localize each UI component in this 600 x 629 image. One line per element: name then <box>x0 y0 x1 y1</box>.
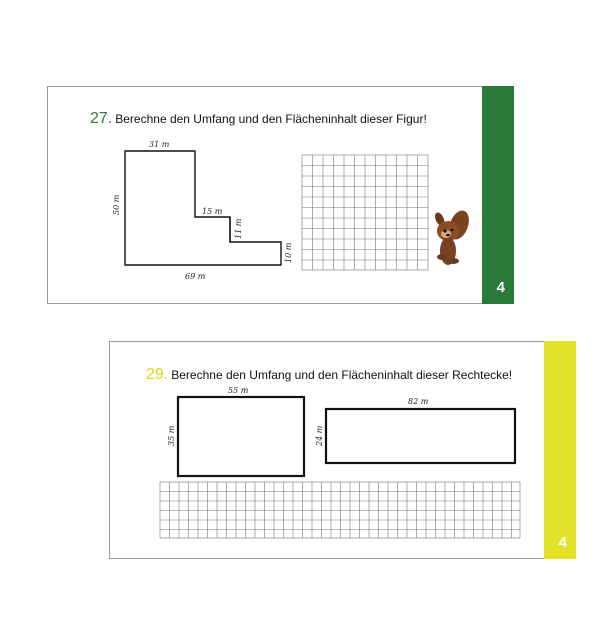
task-number: 27. <box>90 110 113 127</box>
page-number: 4 <box>496 279 505 296</box>
task-card-29 <box>109 341 576 559</box>
rect2-height-label: 24 m <box>315 425 324 446</box>
rect1-width-label: 55 m <box>228 386 249 395</box>
label-bottom: 69 m <box>185 272 206 281</box>
chapter-strip <box>482 86 514 304</box>
l-shape-figure <box>48 87 515 305</box>
rect2-width-label: 82 m <box>408 397 429 406</box>
answer-grid <box>160 482 520 538</box>
label-step-horizontal: 15 m <box>202 207 223 216</box>
task-text: Berechne den Umfang und den Flächeninhalt dieser Rechtecke! <box>171 368 513 382</box>
rect1-height-label: 35 m <box>167 425 176 446</box>
page-number: 4 <box>558 534 567 551</box>
dog-mascot-icon <box>433 208 472 265</box>
task-text: Berechne den Umfang und den Flächeninhalt dieser Figur! <box>115 112 427 126</box>
answer-grid <box>302 155 428 270</box>
label-right: 10 m <box>284 242 293 263</box>
task-card-27 <box>47 86 514 304</box>
label-left: 50 m <box>112 194 121 215</box>
label-step-vertical: 11 m <box>234 218 243 239</box>
label-top: 31 m <box>149 140 170 149</box>
rectangle-2 <box>326 409 515 463</box>
task-number: 29. <box>146 366 169 383</box>
rectangles-figure <box>110 342 577 560</box>
chapter-strip <box>544 341 576 559</box>
rectangle-1 <box>178 397 304 476</box>
